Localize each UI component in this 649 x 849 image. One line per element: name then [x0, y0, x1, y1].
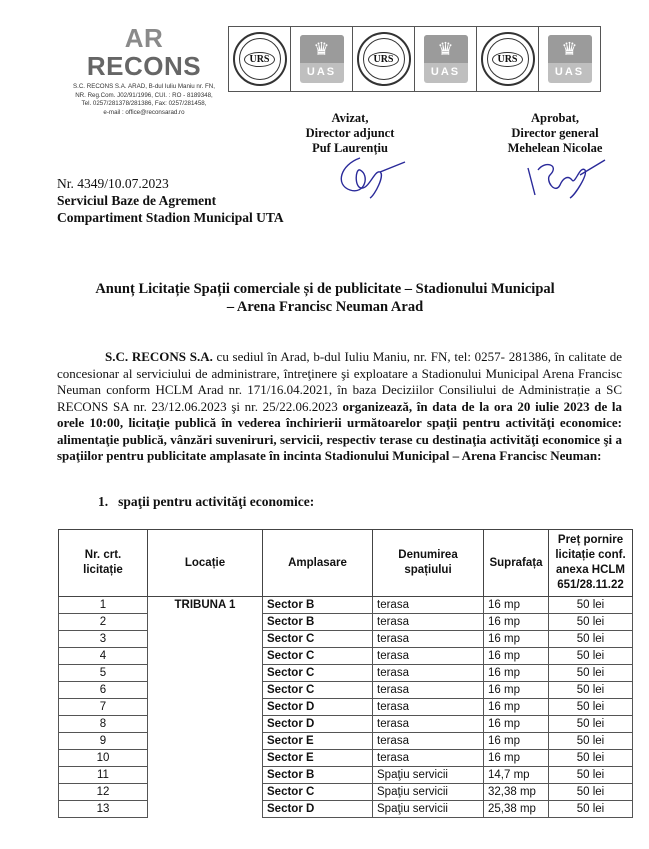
- cert-uas-2: [414, 27, 476, 91]
- cell-nr: 10: [59, 750, 148, 767]
- cell-suprafata: 16 mp: [484, 665, 549, 682]
- cell-nr: 8: [59, 716, 148, 733]
- cell-amplasare: Sector E: [263, 733, 373, 750]
- company-email: e-mail : office@reconsarad.ro: [103, 108, 185, 116]
- cell-suprafata: 16 mp: [484, 682, 549, 699]
- section-number: 1.: [98, 494, 109, 509]
- aprobat-name: Mehelean Nicolae: [507, 141, 603, 155]
- cell-pret: 50 lei: [549, 682, 633, 699]
- company-address: S.C. RECONS S.A. ARAD, B-dul Iuliu Maniu nr. FN,: [72, 83, 215, 90]
- urs-certification-icon: URS: [357, 32, 411, 86]
- cell-pret: 50 lei: [549, 733, 633, 750]
- table-row: [59, 767, 633, 784]
- cell-amplasare: Sector E: [263, 750, 373, 767]
- company-registration: NR. Reg.Com. J02/91/1996, CUI. : RO - 8189348,: [75, 91, 213, 99]
- crown-icon: ♛: [548, 35, 592, 63]
- cell-suprafata: 16 mp: [484, 597, 549, 614]
- announcement-title: [60, 280, 590, 316]
- avizat-role: Director adjunct: [305, 126, 395, 140]
- body-text-bold: organizează, în data de la ora 20 iulie 2023 de la orele 10:00, licitaţie publică în vederea închirierii următoarelor spaţii pentru activităţi economice: alimentaţie publică, vânzări suveniruri, servicii, respectiv terase cu destinaţia activităţi economice şi a spaţiilor pentru publicitate amplasate în incinta Stadionului Municipal – Arena Francisc Neuman:: [57, 398, 623, 463]
- table-row: [59, 648, 633, 665]
- registration-number: Nr. 4349/10.07.2023: [57, 176, 169, 191]
- signature-avizat-icon: [330, 150, 410, 200]
- cell-denumire: terasa: [373, 614, 484, 631]
- cell-denumire: terasa: [373, 597, 484, 614]
- company-logo-block: [64, 24, 224, 117]
- cell-denumire: Spaţiu servicii: [373, 767, 484, 784]
- cell-nr: 13: [59, 801, 148, 818]
- cell-amplasare: Sector D: [263, 801, 373, 818]
- cell-amplasare: Sector C: [263, 682, 373, 699]
- cert-urs-2: [352, 27, 414, 91]
- cell-amplasare: Sector D: [263, 699, 373, 716]
- cell-denumire: terasa: [373, 648, 484, 665]
- cell-pret: 50 lei: [549, 597, 633, 614]
- cell-denumire: terasa: [373, 699, 484, 716]
- cell-amplasare: Sector C: [263, 784, 373, 801]
- table-row: [59, 682, 633, 699]
- cell-suprafata: 16 mp: [484, 716, 549, 733]
- cell-suprafata: 14,7 mp: [484, 767, 549, 784]
- cell-denumire: Spaţiu servicii: [373, 801, 484, 818]
- cell-pret: 50 lei: [549, 750, 633, 767]
- crown-icon: ♛: [424, 35, 468, 63]
- table-row: [59, 614, 633, 631]
- table-row: [59, 631, 633, 648]
- company-name: S.C. RECONS S.A.: [105, 349, 213, 364]
- service-name: Serviciul Baze de Agrement: [57, 193, 217, 208]
- cell-suprafata: 16 mp: [484, 699, 549, 716]
- certification-logos: [228, 26, 601, 92]
- table-row: [59, 750, 633, 767]
- cell-denumire: terasa: [373, 631, 484, 648]
- cell-suprafata: 16 mp: [484, 631, 549, 648]
- cell-amplasare: Sector B: [263, 597, 373, 614]
- cert-urs-3: [476, 27, 538, 91]
- cell-nr: 12: [59, 784, 148, 801]
- table-header-row: [59, 530, 633, 597]
- avizat-label: Avizat,: [331, 111, 369, 125]
- cell-pret: 50 lei: [549, 631, 633, 648]
- cell-denumire: terasa: [373, 665, 484, 682]
- cell-nr: 1: [59, 597, 148, 614]
- cell-nr: 3: [59, 631, 148, 648]
- avizat-name: Puf Laurențiu: [312, 141, 388, 155]
- uas-accreditation-icon: ♛ UAS: [548, 35, 592, 83]
- company-phone: Tel. 0257/281378/281386, Fax: 0257/281458,: [81, 100, 207, 107]
- cell-denumire: terasa: [373, 750, 484, 767]
- cell-amplasare: Sector D: [263, 716, 373, 733]
- aprobat-role: Director general: [511, 126, 599, 140]
- cell-nr: 6: [59, 682, 148, 699]
- body-text-regular: cu sediul în Arad, b-dul Iuliu Maniu, nr. FN, tel: 0257- 281386, în calitate de concesionar al serviciului de administrare, întreţinere şi exploatare a Stadionului Municipal Arena Francisc Neuman conform HCLM Arad nr. 171/16.04.2021, în baza Deciziilor Consiliului de Administrație a SC RECONS SA nr. 23/12.06.2023 şi nr. 25/22.06.2023: [57, 349, 622, 414]
- header-locatie: Locație: [148, 530, 263, 597]
- cell-amplasare: Sector C: [263, 631, 373, 648]
- cell-amplasare: Sector C: [263, 665, 373, 682]
- cell-pret: 50 lei: [549, 648, 633, 665]
- cell-pret: 50 lei: [549, 699, 633, 716]
- urs-certification-icon: URS: [481, 32, 535, 86]
- crown-icon: ♛: [300, 35, 344, 63]
- cert-uas-1: [290, 27, 352, 91]
- cell-suprafata: 16 mp: [484, 614, 549, 631]
- cell-pret: 50 lei: [549, 767, 633, 784]
- cell-location-group: TRIBUNA 1: [148, 597, 263, 818]
- cell-denumire: terasa: [373, 716, 484, 733]
- cell-denumire: terasa: [373, 682, 484, 699]
- cell-pret: 50 lei: [549, 614, 633, 631]
- aprobat-label: Aprobat,: [530, 111, 580, 125]
- cell-suprafata: 32,38 mp: [484, 784, 549, 801]
- table-row: [59, 733, 633, 750]
- cell-amplasare: Sector C: [263, 648, 373, 665]
- cert-uas-3: [538, 27, 601, 91]
- cell-nr: 11: [59, 767, 148, 784]
- logo-ar-mark: AR: [124, 23, 164, 53]
- cell-pret: 50 lei: [549, 716, 633, 733]
- uas-accreditation-icon: ♛ UAS: [300, 35, 344, 83]
- cell-pret: 50 lei: [549, 665, 633, 682]
- cell-pret: 50 lei: [549, 801, 633, 818]
- cell-nr: 4: [59, 648, 148, 665]
- recons-logo: [64, 24, 224, 80]
- cell-nr: 7: [59, 699, 148, 716]
- cell-nr: 5: [59, 665, 148, 682]
- cell-suprafata: 25,38 mp: [484, 801, 549, 818]
- header-pret: Preț pornire licitație conf. anexa HCLM 651/28.11.22: [549, 530, 633, 597]
- cell-denumire: terasa: [373, 733, 484, 750]
- cell-suprafata: 16 mp: [484, 750, 549, 767]
- cell-nr: 9: [59, 733, 148, 750]
- urs-certification-icon: URS: [233, 32, 287, 86]
- cell-pret: 50 lei: [549, 784, 633, 801]
- section-title: spaţii pentru activităţi economice:: [118, 494, 315, 509]
- table-row: [59, 665, 633, 682]
- document-reference: [57, 175, 284, 226]
- header-amplasare: Amplasare: [263, 530, 373, 597]
- cell-amplasare: Sector B: [263, 767, 373, 784]
- header-nr: Nr. crt. licitație: [59, 530, 148, 597]
- table-row: [59, 597, 633, 614]
- cell-amplasare: Sector B: [263, 614, 373, 631]
- announcement-body: [57, 349, 622, 465]
- cert-urs-1: [228, 27, 290, 91]
- department-name: Compartiment Stadion Municipal UTA: [57, 210, 284, 225]
- section-heading: [98, 494, 314, 510]
- title-line-2: – Arena Francisc Neuman Arad: [226, 299, 424, 315]
- table-row: [59, 801, 633, 818]
- company-info: [64, 83, 224, 117]
- cell-denumire: Spaţiu servicii: [373, 784, 484, 801]
- commercial-spaces-table: [58, 529, 633, 818]
- header-suprafata: Suprafața: [484, 530, 549, 597]
- signature-aprobat-icon: [520, 150, 610, 200]
- cell-suprafata: 16 mp: [484, 648, 549, 665]
- cell-nr: 2: [59, 614, 148, 631]
- logo-name: RECONS: [86, 51, 202, 81]
- table-row: [59, 716, 633, 733]
- title-line-1: Anunț Licitație Spații comerciale și de publicitate – Stadionului Municipal: [95, 281, 555, 297]
- cell-suprafata: 16 mp: [484, 733, 549, 750]
- uas-accreditation-icon: ♛ UAS: [424, 35, 468, 83]
- table-row: [59, 699, 633, 716]
- table-row: [59, 784, 633, 801]
- header-denumirea: Denumirea spațiului: [373, 530, 484, 597]
